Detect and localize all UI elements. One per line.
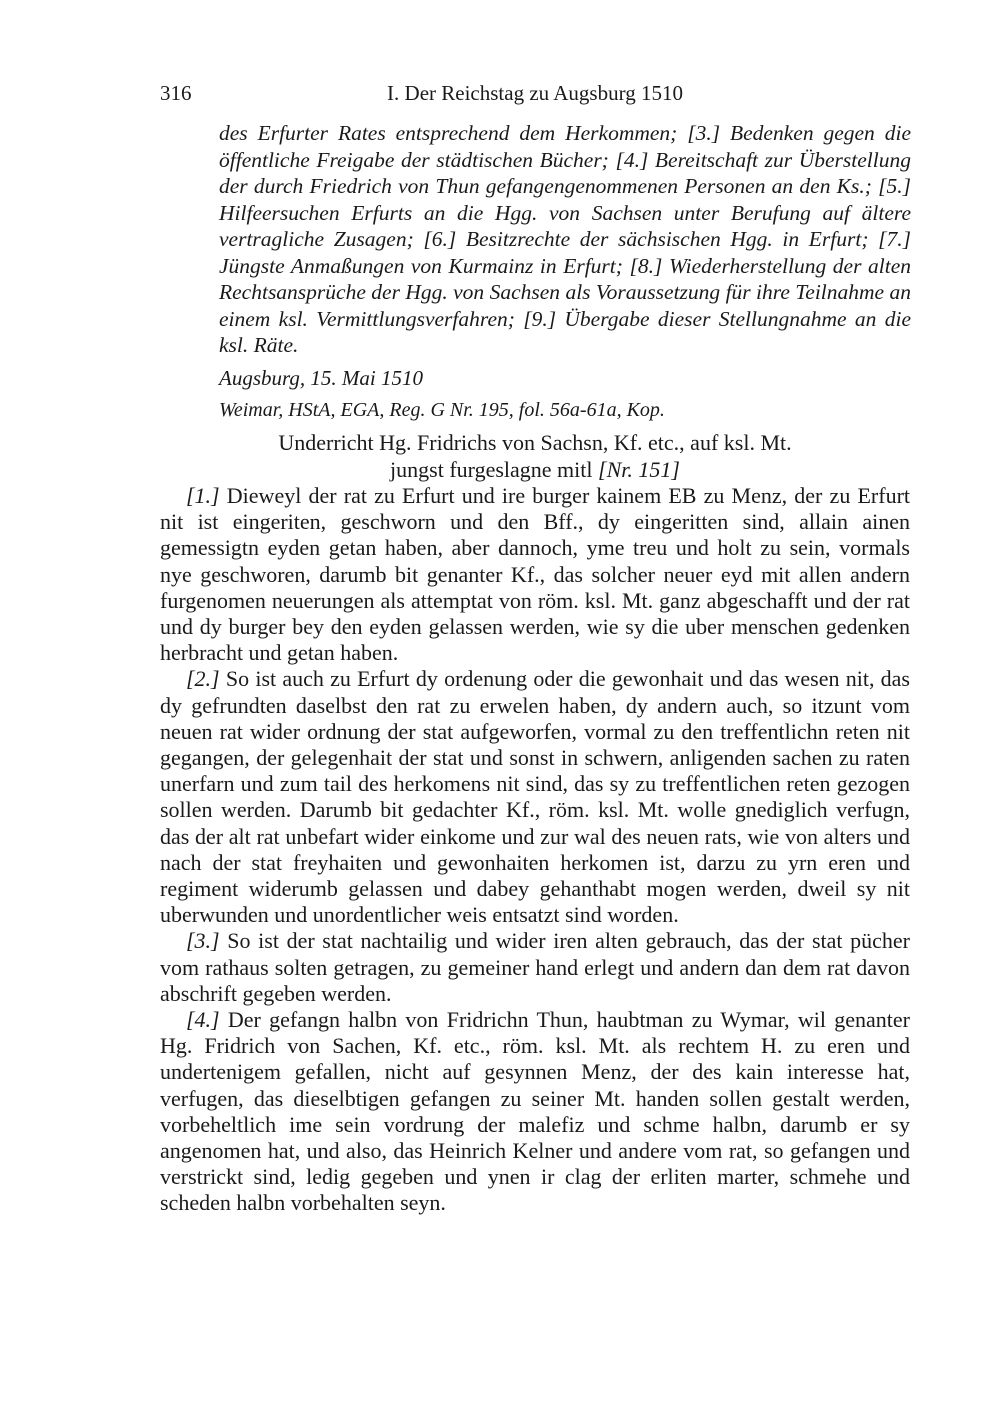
document-title-line2: jungst furgeslagne mitl [390,456,593,482]
paragraph-3 [160,928,910,1007]
document-title [160,430,910,483]
paragraph-text: So ist auch zu Erfurt dy ordenung oder die gewonhait und das wesen nit, das dy gefrundten daselbst den rat zu erwelen haben, dy andern auch, so itzunt vom neuen rat wider ordnung der stat aufgeworfen, vormal zu den treffentlichn reten nit gegangen, der gelegenhait der stat und sonst in schwern, anligenden sachen zu raten unerfarn und zum tail des herkomens nit sind, das sy zu treffentlichen reten gezogen sollen werden. Darumb bit gedachter Kf., röm. ksl. Mt. wolle gnediglich verfugn, das der alt rat unbefart wider einkome und zur wal des neuen rats, wie von alters und nach der stat freyhaiten und gewonhaiten herkomen ist, darzu zu yrn eren und regiment widerumb gelassen und dabey gehanthabt mogen werden, dweil sy nit uberwunden und unordentlicher weis entsatzt sind worden. [160,666,910,928]
source-line: Weimar, HStA, EGA, Reg. G Nr. 195, fol. 56a-61a, Kop. [219,399,665,421]
paragraph-text: Dieweyl der rat zu Erfurt und ire burger kainem EB zu Menz, der zu Erfurt nit ist eingeriten, geschworn und den Bff., dy eingeritten sind, allain ainen gemessigtn eyden getan haben, aber dannoch, yme treu und holt zu sein, vormals nye geschworen, darumb bit genanter Kf., das solcher neuer eyd mit allen andern furgenomen neuerungen als attemptat von röm. ksl. Mt. ganz abgeschafft und der rat und dy burger bey den eyden gelassen werden, wie sy die uber menschen gedenken herbracht und getan haben. [160,483,911,666]
paragraph-2 [160,666,910,928]
document-title-line1: Underricht Hg. Fridrichs von Sachsn, Kf. etc., auf ksl. Mt. [278,430,792,455]
paragraph-number: [4.] [186,1007,220,1033]
document-reference: [Nr. 151] [598,456,680,482]
page-number: 316 [160,81,192,105]
running-head [160,78,910,108]
paragraph-number: [1.] [186,483,220,508]
paragraph-number: [2.] [186,666,220,692]
paragraph-text: Der gefangn halbn von Fridrichn Thun, haubtman zu Wymar, wil genanter Hg. Fridrich von Sachen, Kf. etc., röm. ksl. Mt. als rechtem H. zu eren und undertenigem gefallen, nicht auf gesynnen Menz, der des kain interesse hat, verfugen, das dieselbtigen gefangen zu seiner Mt. handen sollen gestalt werden, vorbeheltlich ime sein vordrung der malefiz und schme halbn, darumb er sy angenomen hat, und also, das Heinrich Kelner und andere vom rat, so gefangen und verstrickt sind, ledig gegeben und ynen ir clag der erliten marter, schmehe und scheden halbn vorbehalten seyn. [160,1007,910,1216]
document-body [160,483,910,1217]
paragraph-1 [160,483,910,666]
paragraph-text: So ist der stat nachtailig und wider iren alten gebrauch, das der stat pücher vom rathaus solten getragen, zu gemeiner hand erlegt und andern dan dem rat davon abschrift gegeben werden. [160,928,910,1006]
paragraph-number: [3.] [186,928,220,954]
date-line: Augsburg, 15. Mai 1510 [219,366,423,390]
paragraph-4 [160,1007,910,1217]
regest-summary: des Erfurter Rates entsprechend dem Herkommen; [3.] Bedenken gegen die öffentliche Freigabe der städtischen Bücher; [4.] Bereitschaft zur Überstellung der durch Friedrich von Thun gefangengenommenen Personen an den Ks.; [5.] Hilfeersuchen Erfurts an die Hgg. von Sachsen unter Berufung auf ältere vertragliche Zusagen; [6.] Besitzrechte der sächsischen Hgg. in Erfurt; [7.] Jüngste Anmaßungen von Kurmainz in Erfurt; [8.] Wiederherstellung der alten Rechtsansprüche der Hgg. von Sachsen als Voraussetzung für ihre Teilnahme an einem ksl. Vermittlungsverfahren; [9.] Übergabe dieser Stellungnahme an die ksl. Räte. [219,121,911,357]
running-title: I. Der Reichstag zu Augsburg 1510 [387,81,683,105]
